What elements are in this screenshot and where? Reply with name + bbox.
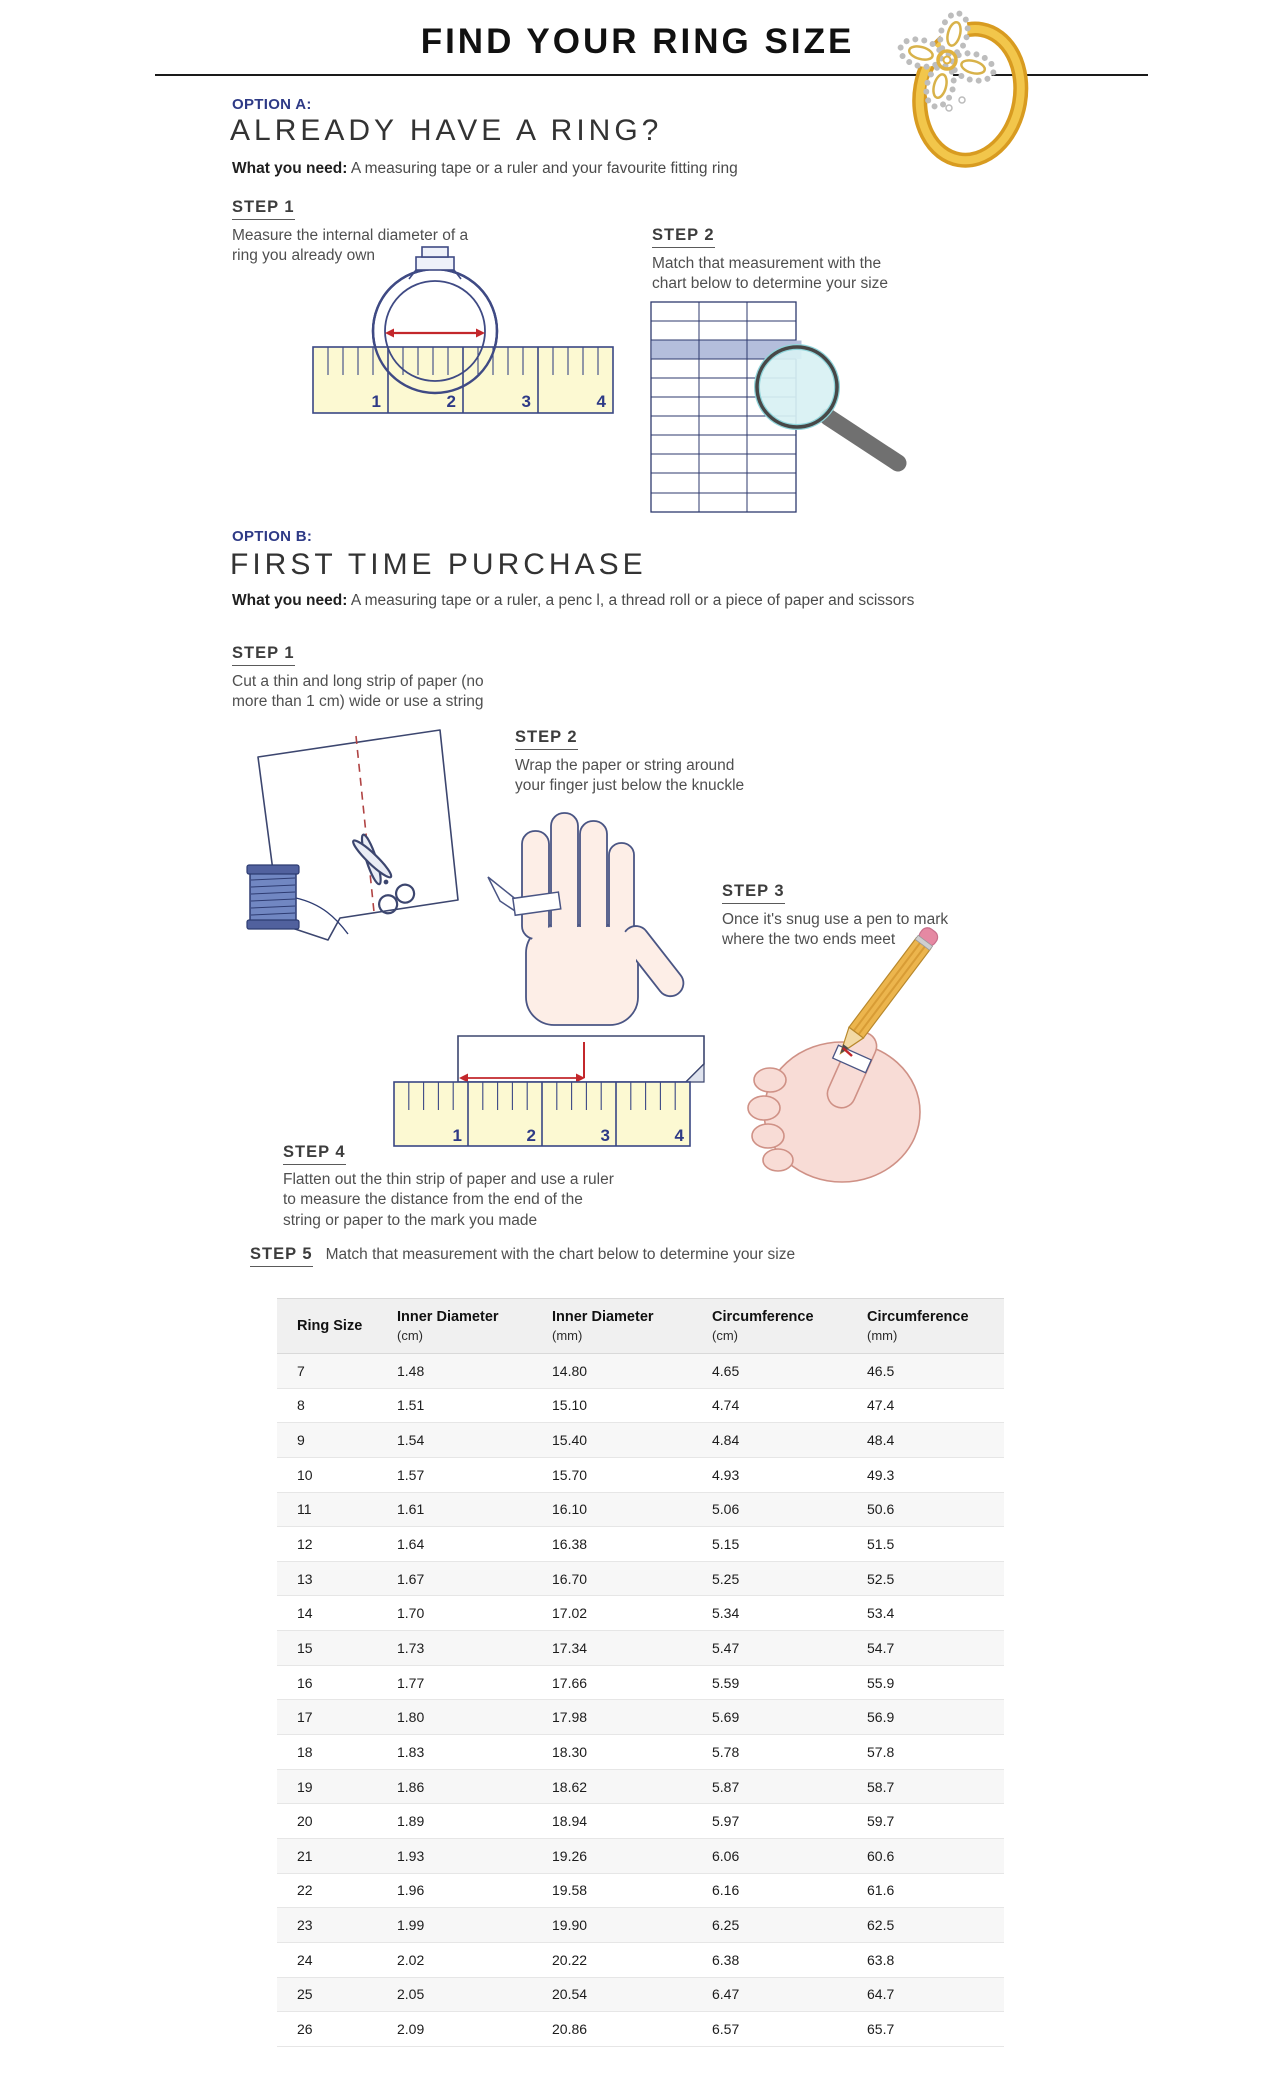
table-cell: 6.16 [712, 1882, 740, 1899]
table-cell: 19 [297, 1778, 313, 1795]
ruler-number: 1 [452, 1126, 462, 1145]
ruler-number: 3 [600, 1126, 610, 1145]
table-cell: 1.86 [397, 1778, 425, 1795]
table-cell: 17.34 [552, 1639, 588, 1656]
what-you-need-label: What you need: [232, 160, 348, 177]
table-cell: 10 [297, 1466, 313, 1483]
table-cell: 25 [297, 1986, 313, 2003]
table-cell: 6.47 [712, 1986, 740, 2003]
option-b-heading: FIRST TIME PURCHASE [230, 548, 647, 581]
table-cell: 1.77 [397, 1674, 425, 1691]
table-cell: 17.02 [552, 1605, 588, 1622]
table-cell: 18 [297, 1743, 313, 1760]
table-cell: 5.25 [712, 1570, 740, 1587]
table-cell: 58.7 [867, 1778, 895, 1795]
table-cell: 47.4 [867, 1397, 895, 1414]
table-cell: 1.80 [397, 1709, 425, 1726]
table-cell: 1.61 [397, 1501, 425, 1518]
table-cell: 4.84 [712, 1432, 740, 1449]
option-b-step1-label: STEP 1 [232, 644, 295, 666]
table-row [277, 1596, 1004, 1631]
table-cell: 1.57 [397, 1466, 425, 1483]
column-header: Ring Size [297, 1318, 363, 1334]
table-cell: 7 [297, 1362, 305, 1379]
table-cell: 48.4 [867, 1432, 895, 1449]
table-cell: 56.9 [867, 1709, 895, 1726]
ruler-number: 4 [596, 392, 606, 411]
table-cell: 17.66 [552, 1674, 588, 1691]
table-cell: 5.34 [712, 1605, 740, 1622]
table-cell: 62.5 [867, 1917, 895, 1934]
option-a-step2-label: STEP 2 [652, 226, 715, 248]
option-b-step5-label: STEP 5 [250, 1245, 313, 1267]
table-cell: 20.54 [552, 1986, 588, 2003]
table-row [277, 1631, 1004, 1666]
table-cell: 26 [297, 2020, 313, 2037]
ruler-number: 4 [674, 1126, 684, 1145]
option-a-heading: ALREADY HAVE A RING? [230, 114, 663, 147]
option-a-step1-text: Measure the internal diameter of a ring you already own [232, 227, 469, 265]
table-cell: 18.62 [552, 1778, 588, 1795]
page-title: FIND YOUR RING SIZE [420, 22, 855, 61]
table-row [277, 1562, 1004, 1597]
table-row [277, 1389, 1004, 1424]
table-cell: 1.48 [397, 1362, 425, 1379]
table-cell: 5.69 [712, 1709, 740, 1726]
table-cell: 1.67 [397, 1570, 425, 1587]
strip-on-ruler-illustration [386, 1024, 716, 1154]
what-you-need-text: A measuring tape or a ruler, a penc l, a thread roll or a piece of paper and scissors [347, 592, 915, 609]
table-cell: 46.5 [867, 1362, 895, 1379]
option-a-label: OPTION A: [232, 96, 312, 113]
ruler-number: 2 [446, 392, 456, 411]
table-cell: 1.93 [397, 1847, 425, 1864]
table-cell: 16.10 [552, 1501, 588, 1518]
what-you-need-label: What you need: [232, 592, 348, 609]
option-b-step3-label: STEP 3 [722, 882, 785, 904]
option-a-step2-text: Match that measurement with the chart below to determine your size [652, 255, 889, 293]
option-a-what-you-need [232, 160, 738, 178]
table-row [277, 1423, 1004, 1458]
hand-wrap-illustration [478, 775, 703, 1030]
table-row [277, 1700, 1004, 1735]
table-cell: 54.7 [867, 1639, 895, 1656]
table-row [277, 1493, 1004, 1528]
table-cell: 9 [297, 1432, 305, 1449]
table-cell: 5.47 [712, 1639, 740, 1656]
column-header: Circumference (mm) [867, 1309, 969, 1343]
table-cell: 18.94 [552, 1813, 588, 1830]
table-cell: 16 [297, 1674, 313, 1691]
table-cell: 5.87 [712, 1778, 740, 1795]
table-cell: 4.65 [712, 1362, 740, 1379]
ruler-number: 3 [521, 392, 531, 411]
table-cell: 22 [297, 1882, 313, 1899]
table-cell: 20 [297, 1813, 313, 1830]
table-cell: 6.25 [712, 1917, 740, 1934]
table-cell: 15.40 [552, 1432, 588, 1449]
chart-magnifier-illustration [640, 295, 935, 530]
option-b-step1-text: Cut a thin and long strip of paper (no more than 1 cm) wide or use a string [232, 673, 484, 711]
table-cell: 1.70 [397, 1605, 425, 1622]
table-cell: 11 [297, 1501, 312, 1518]
table-cell: 19.90 [552, 1917, 588, 1934]
pencil-icon [833, 925, 940, 1059]
table-cell: 53.4 [867, 1605, 895, 1622]
table-row [277, 1978, 1004, 2013]
table-cell: 21 [297, 1847, 313, 1864]
table-cell: 15 [297, 1639, 313, 1656]
table-row [277, 1908, 1004, 1943]
table-cell: 5.97 [712, 1813, 740, 1830]
table-cell: 6.57 [712, 2020, 740, 2037]
table-cell: 5.78 [712, 1743, 740, 1760]
table-row [277, 1354, 1004, 1389]
table-cell: 57.8 [867, 1743, 895, 1760]
table-cell: 49.3 [867, 1466, 895, 1483]
size-chart-body [277, 1354, 1004, 2047]
table-cell: 23 [297, 1917, 313, 1934]
option-b-step5 [250, 1245, 795, 1267]
table-cell: 12 [297, 1536, 313, 1553]
table-cell: 5.15 [712, 1536, 740, 1553]
table-cell: 2.09 [397, 2020, 425, 2037]
table-cell: 52.5 [867, 1570, 895, 1587]
table-cell: 14 [297, 1605, 313, 1622]
option-b-step2-text: Wrap the paper or string around your finger just below the knuckle [515, 757, 745, 795]
table-cell: 17 [297, 1709, 313, 1726]
ruler-number: 2 [526, 1126, 536, 1145]
option-b-step4-label: STEP 4 [283, 1143, 346, 1165]
table-cell: 5.59 [712, 1674, 740, 1691]
hand-pencil-illustration [742, 902, 982, 1187]
table-cell: 1.64 [397, 1536, 425, 1553]
table-cell: 1.96 [397, 1882, 425, 1899]
table-cell: 1.54 [397, 1432, 425, 1449]
table-cell: 4.93 [712, 1466, 740, 1483]
table-cell: 2.05 [397, 1986, 425, 2003]
table-row [277, 1839, 1004, 1874]
table-cell: 5.06 [712, 1501, 740, 1518]
option-b-step5-text: Match that measurement with the chart below to determine your size [325, 1246, 796, 1263]
column-header: Circumference (cm) [712, 1309, 814, 1343]
table-row [277, 1458, 1004, 1493]
table-cell: 6.38 [712, 1951, 740, 1968]
table-cell: 13 [297, 1570, 313, 1587]
table-row [277, 2012, 1004, 2047]
option-a-step1-label: STEP 1 [232, 198, 295, 220]
table-cell: 8 [297, 1397, 305, 1414]
table-cell: 55.9 [867, 1674, 895, 1691]
table-cell: 1.73 [397, 1639, 425, 1656]
table-cell: 20.86 [552, 2020, 588, 2037]
table-cell: 65.7 [867, 2020, 895, 2037]
table-cell: 6.06 [712, 1847, 740, 1864]
column-header: Inner Diameter (cm) [397, 1309, 499, 1343]
table-cell: 1.99 [397, 1917, 425, 1934]
table-cell: 4.74 [712, 1397, 740, 1414]
table-cell: 16.38 [552, 1536, 588, 1553]
table-cell: 50.6 [867, 1501, 895, 1518]
table-cell: 1.89 [397, 1813, 425, 1830]
table-cell: 2.02 [397, 1951, 425, 1968]
table-cell: 16.70 [552, 1570, 588, 1587]
table-cell: 60.6 [867, 1847, 895, 1864]
table-row [277, 1804, 1004, 1839]
table-row [277, 1735, 1004, 1770]
size-chart-header [277, 1298, 1004, 1354]
what-you-need-text: A measuring tape or a ruler and your favourite fitting ring [347, 160, 738, 177]
table-cell: 1.51 [397, 1397, 425, 1414]
table-row [277, 1527, 1004, 1562]
option-b-step3-text: Once it's snug use a pen to mark where the two ends meet [722, 911, 949, 949]
table-cell: 14.80 [552, 1362, 588, 1379]
table-cell: 17.98 [552, 1709, 588, 1726]
ring-photo-illustration [885, 0, 1050, 172]
column-header: Inner Diameter (mm) [552, 1309, 654, 1343]
paper-scissors-thread-illustration [228, 712, 493, 977]
option-b-label: OPTION B: [232, 528, 313, 545]
option-b-step4-text: Flatten out the thin strip of paper and use a ruler to measure the distance from the end of the string or paper to the mark you made [283, 1171, 614, 1229]
option-b-step2-label: STEP 2 [515, 728, 578, 750]
option-b-what-you-need [232, 592, 914, 610]
table-cell: 19.26 [552, 1847, 588, 1864]
table-cell: 24 [297, 1951, 313, 1968]
table-cell: 20.22 [552, 1951, 588, 1968]
table-cell: 1.83 [397, 1743, 425, 1760]
table-cell: 18.30 [552, 1743, 588, 1760]
table-row [277, 1943, 1004, 1978]
ring-on-ruler-illustration [300, 235, 635, 420]
ruler-number: 1 [371, 392, 381, 411]
table-cell: 51.5 [867, 1536, 895, 1553]
table-cell: 15.70 [552, 1466, 588, 1483]
table-cell: 63.8 [867, 1951, 895, 1968]
table-cell: 64.7 [867, 1986, 895, 2003]
table-cell: 61.6 [867, 1882, 895, 1899]
table-cell: 59.7 [867, 1813, 895, 1830]
table-row [277, 1666, 1004, 1701]
table-row [277, 1874, 1004, 1909]
table-row [277, 1770, 1004, 1805]
size-chart-table [277, 1298, 1004, 2047]
table-cell: 15.10 [552, 1397, 588, 1414]
table-cell: 19.58 [552, 1882, 588, 1899]
